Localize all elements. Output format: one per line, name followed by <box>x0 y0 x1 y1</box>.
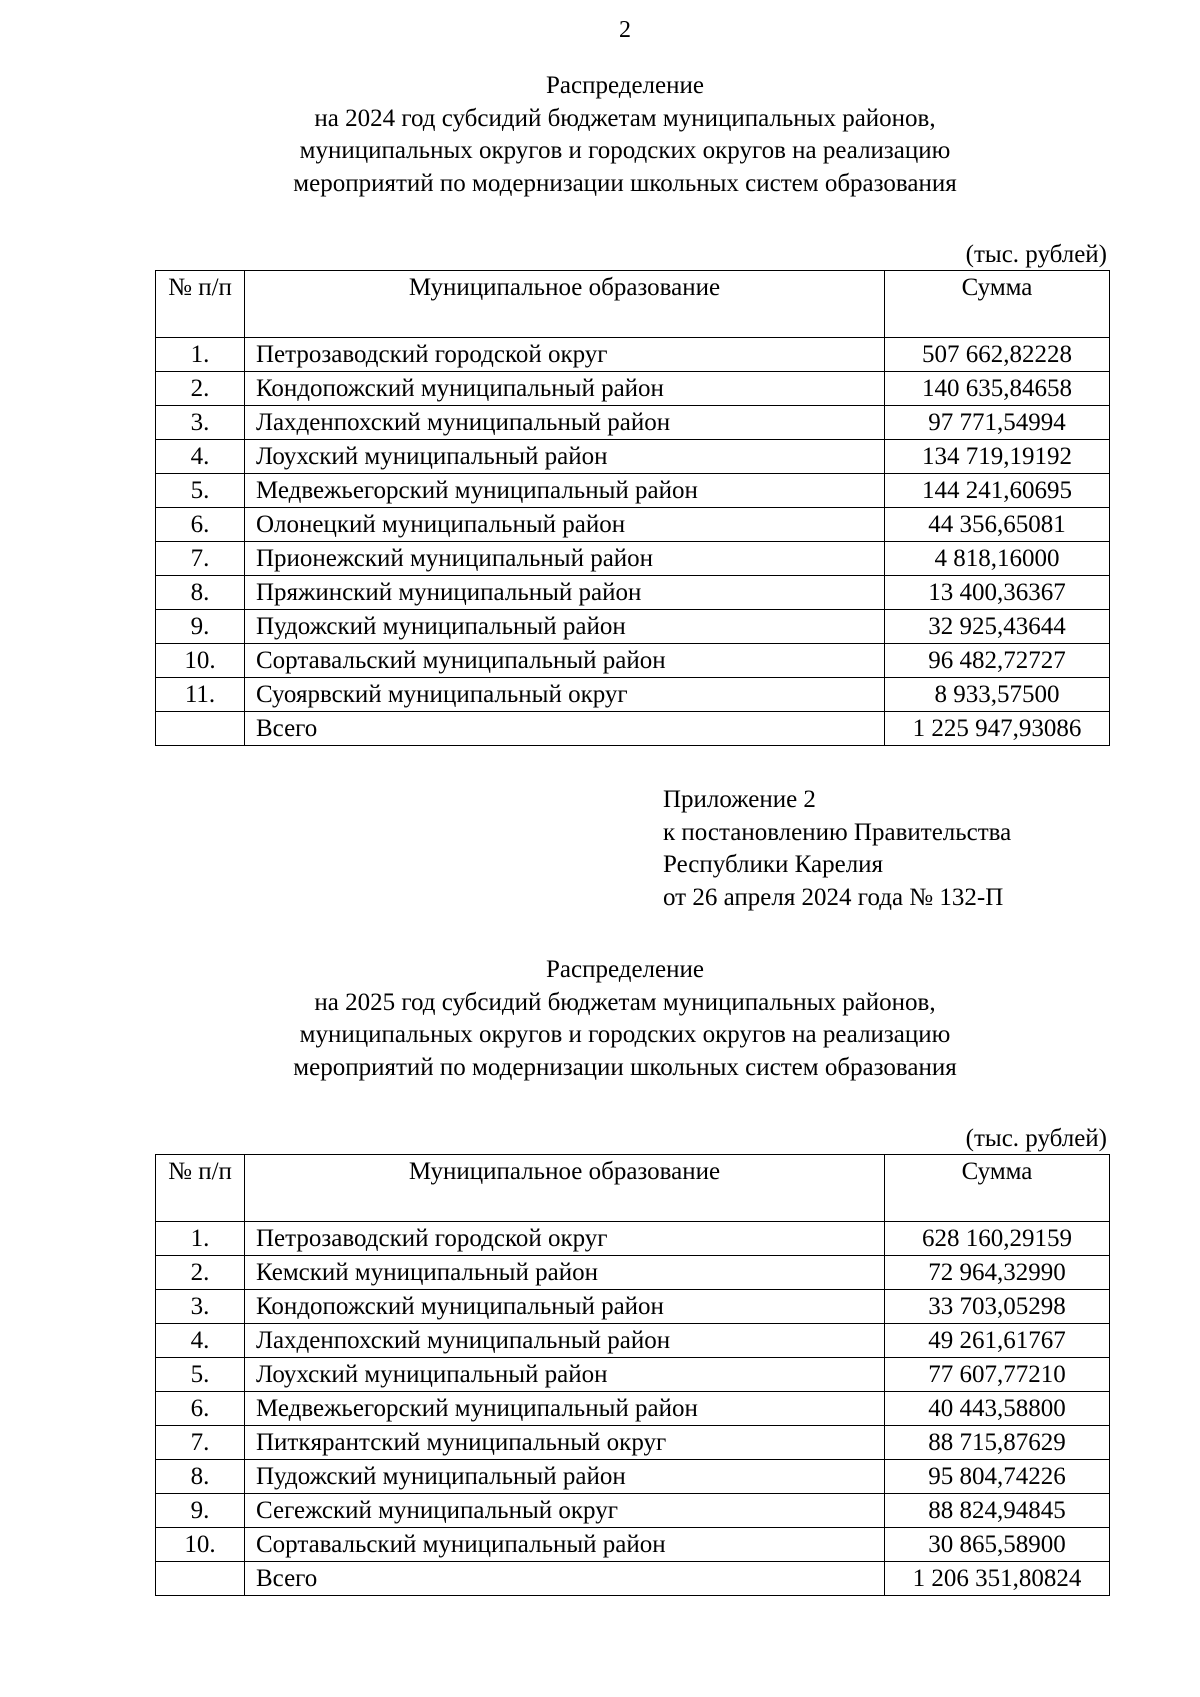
table-row <box>156 1222 1110 1256</box>
row-number: 7. <box>156 542 245 576</box>
row-municipality: Кондопожский муниципальный район <box>245 372 885 406</box>
row-municipality: Петрозаводский городской округ <box>245 1222 885 1256</box>
row-municipality: Лахденпохский муниципальный район <box>245 406 885 440</box>
heading-2024-line: мероприятий по модернизации школьных систем образования <box>293 169 957 197</box>
row-amount: 95 804,74226 <box>885 1460 1110 1494</box>
heading-2025-line: на 2025 год субсидий бюджетам муниципальных районов, <box>314 988 936 1016</box>
row-amount: 144 241,60695 <box>885 474 1110 508</box>
total-row <box>156 712 1110 746</box>
row-municipality: Лахденпохский муниципальный район <box>245 1324 885 1358</box>
row-municipality: Сегежский муниципальный округ <box>245 1494 885 1528</box>
total-label: Всего <box>245 1562 885 1596</box>
table-row <box>156 1324 1110 1358</box>
row-number: 10. <box>156 1528 245 1562</box>
total-row <box>156 1562 1110 1596</box>
row-municipality: Кондопожский муниципальный район <box>245 1290 885 1324</box>
table-row <box>156 474 1110 508</box>
row-amount: 88 715,87629 <box>885 1426 1110 1460</box>
page-number: 2 <box>619 17 631 43</box>
row-number: 3. <box>156 406 245 440</box>
header-name: Муниципальное образование <box>245 271 885 338</box>
row-number: 7. <box>156 1426 245 1460</box>
row-number: 11. <box>156 678 245 712</box>
row-amount: 30 865,58900 <box>885 1528 1110 1562</box>
row-amount: 44 356,65081 <box>885 508 1110 542</box>
row-municipality: Пудожский муниципальный район <box>245 610 885 644</box>
row-number: 8. <box>156 1460 245 1494</box>
table-body-2024 <box>156 338 1110 746</box>
heading-2024-line: на 2024 год субсидий бюджетам муниципальных районов, <box>314 104 936 132</box>
row-municipality: Петрозаводский городской округ <box>245 338 885 372</box>
header-name: Муниципальное образование <box>245 1155 885 1222</box>
table-row <box>156 338 1110 372</box>
table-header-row <box>156 271 1110 338</box>
units-label-2024: (тыс. рублей) <box>965 241 1107 268</box>
heading-2025-line: мероприятий по модернизации школьных систем образования <box>293 1053 957 1081</box>
row-amount: 8 933,57500 <box>885 678 1110 712</box>
row-number: 4. <box>156 440 245 474</box>
header-sum: Сумма <box>885 271 1110 338</box>
table-row <box>156 1460 1110 1494</box>
row-number: 2. <box>156 372 245 406</box>
table-row <box>156 610 1110 644</box>
table-body-2025 <box>156 1222 1110 1596</box>
total-empty-cell <box>156 712 245 746</box>
row-amount: 96 482,72727 <box>885 644 1110 678</box>
row-amount: 628 160,29159 <box>885 1222 1110 1256</box>
row-amount: 32 925,43644 <box>885 610 1110 644</box>
appendix-block <box>663 784 1011 914</box>
row-amount: 40 443,58800 <box>885 1392 1110 1426</box>
appendix-line: к постановлению Правительства <box>663 818 1012 846</box>
row-number: 2. <box>156 1256 245 1290</box>
row-municipality: Пудожский муниципальный район <box>245 1460 885 1494</box>
appendix-line: Приложение 2 <box>663 786 816 813</box>
total-amount: 1 225 947,93086 <box>885 712 1110 746</box>
units-label-2025: (тыс. рублей) <box>965 1125 1107 1152</box>
row-amount: 72 964,32990 <box>885 1256 1110 1290</box>
row-number: 6. <box>156 508 245 542</box>
row-number: 8. <box>156 576 245 610</box>
distribution-table-2024 <box>155 270 1110 746</box>
row-amount: 140 635,84658 <box>885 372 1110 406</box>
heading-2024-line: муниципальных округов и городских округов на реализацию <box>299 137 951 164</box>
header-sum: Сумма <box>885 1155 1110 1222</box>
row-amount: 77 607,77210 <box>885 1358 1110 1392</box>
total-amount: 1 206 351,80824 <box>885 1562 1110 1596</box>
row-number: 10. <box>156 644 245 678</box>
row-number: 6. <box>156 1392 245 1426</box>
row-amount: 97 771,54994 <box>885 406 1110 440</box>
table-row <box>156 542 1110 576</box>
row-number: 1. <box>156 1222 245 1256</box>
table-row <box>156 372 1110 406</box>
row-amount: 88 824,94845 <box>885 1494 1110 1528</box>
table-row <box>156 644 1110 678</box>
heading-2025 <box>160 954 1090 1084</box>
table-row <box>156 406 1110 440</box>
row-municipality: Кемский муниципальный район <box>245 1256 885 1290</box>
row-number: 5. <box>156 1358 245 1392</box>
appendix-line: Республики Карелия <box>663 851 884 878</box>
row-amount: 134 719,19192 <box>885 440 1110 474</box>
row-municipality: Сортавальский муниципальный район <box>245 1528 885 1562</box>
header-num: № п/п <box>156 271 245 338</box>
row-municipality: Олонецкий муниципальный район <box>245 508 885 542</box>
row-number: 1. <box>156 338 245 372</box>
table-row <box>156 1392 1110 1426</box>
distribution-table-2025 <box>155 1154 1110 1596</box>
row-municipality: Суоярвский муниципальный округ <box>245 678 885 712</box>
row-municipality: Прионежский муниципальный район <box>245 542 885 576</box>
total-label: Всего <box>245 712 885 746</box>
table-row <box>156 576 1110 610</box>
heading-2025-line: муниципальных округов и городских округов на реализацию <box>299 1021 951 1048</box>
row-amount: 33 703,05298 <box>885 1290 1110 1324</box>
table-row <box>156 1494 1110 1528</box>
row-municipality: Пряжинский муниципальный район <box>245 576 885 610</box>
row-municipality: Медвежьегорский муниципальный район <box>245 1392 885 1426</box>
row-amount: 13 400,36367 <box>885 576 1110 610</box>
table-header-row <box>156 1155 1110 1222</box>
table-row <box>156 1358 1110 1392</box>
table-row <box>156 508 1110 542</box>
appendix-line: от 26 апреля 2024 года № 132-П <box>663 883 1004 911</box>
table-row <box>156 1426 1110 1460</box>
row-municipality: Питкярантский муниципальный округ <box>245 1426 885 1460</box>
row-number: 4. <box>156 1324 245 1358</box>
heading-2024 <box>160 70 1090 200</box>
row-number: 9. <box>156 1494 245 1528</box>
row-municipality: Лоухский муниципальный район <box>245 1358 885 1392</box>
row-number: 5. <box>156 474 245 508</box>
row-number: 3. <box>156 1290 245 1324</box>
header-num: № п/п <box>156 1155 245 1222</box>
table-row <box>156 1256 1110 1290</box>
table-row <box>156 678 1110 712</box>
table-row <box>156 1528 1110 1562</box>
row-amount: 4 818,16000 <box>885 542 1110 576</box>
table-row <box>156 440 1110 474</box>
table-row <box>156 1290 1110 1324</box>
heading-2024-line: Распределение <box>546 72 704 99</box>
row-municipality: Лоухский муниципальный район <box>245 440 885 474</box>
row-amount: 507 662,82228 <box>885 338 1110 372</box>
row-amount: 49 261,61767 <box>885 1324 1110 1358</box>
row-number: 9. <box>156 610 245 644</box>
heading-2025-line: Распределение <box>546 956 704 983</box>
row-municipality: Медвежьегорский муниципальный район <box>245 474 885 508</box>
row-municipality: Сортавальский муниципальный район <box>245 644 885 678</box>
total-empty-cell <box>156 1562 245 1596</box>
